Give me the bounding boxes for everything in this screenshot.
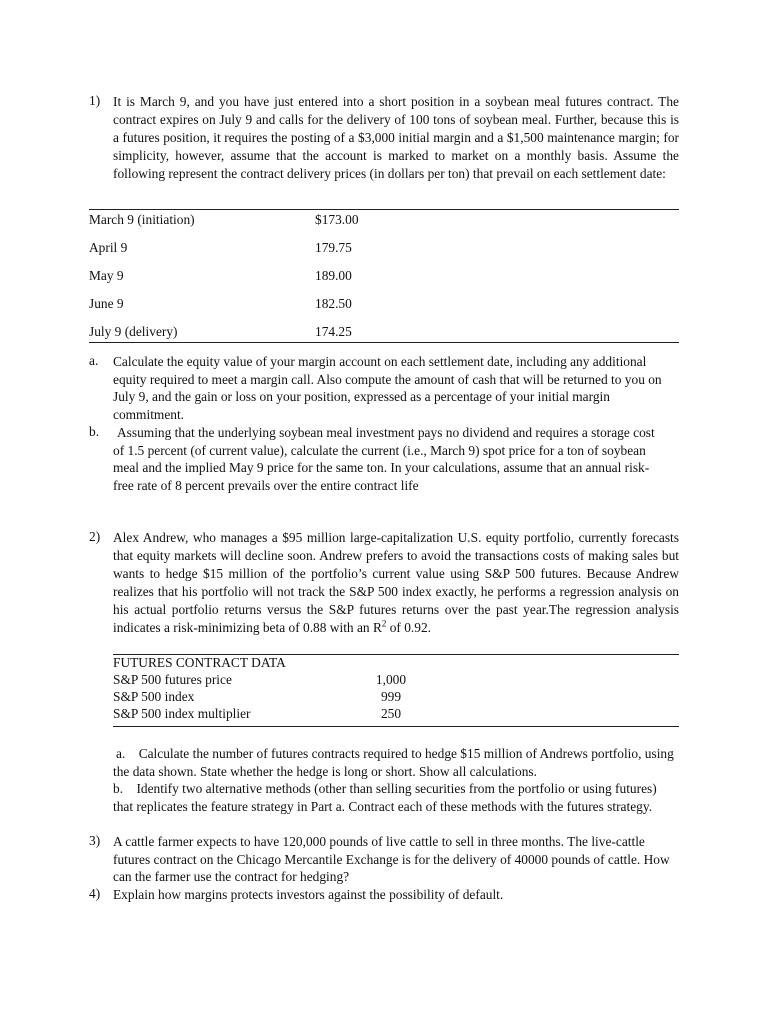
futures-table-bottom-rule xyxy=(113,726,679,727)
question-1b-label: b. xyxy=(89,424,100,439)
question-2-number: 2) xyxy=(89,529,101,544)
question-1-text: It is March 9, and you have just entered into a short position in a soybean meal futures contract. The contract expires on July 9 and calls for the delivery of 100 tons of soybean meal. Further, because this is a futures position, it requires the posting of a $3,000 initial margin and a $1,500 maintenance margin; for simplicity, however, assume that the account is marked to market on a monthly basis. Assume the following represent the contract delivery prices (in dollars per ton) that prevail on each settlement date: xyxy=(113,94,679,181)
delivery-price: $173.00 xyxy=(315,212,359,227)
question-2b-text: Identify two alternative methods (other than selling securities from the portfolio or using futures) that replicates the feature strategy in Part a. Contract each of these methods with the futures strategy. xyxy=(113,781,657,814)
question-1a-text: Calculate the equity value of your margin account on each settlement date, including any additional equity required to meet a margin call. Also compute the amount of cash that will be returned to you on July 9, and the gain or loss on your position, expressed as a percentage of your initial margin commitment. xyxy=(113,354,662,422)
question-3-number: 3) xyxy=(89,833,101,848)
question-2b xyxy=(113,780,679,815)
settlement-date: June 9 xyxy=(89,296,124,311)
table-row xyxy=(89,296,679,314)
question-2a-text: Calculate the number of futures contracts required to hedge $15 million of Andrews portfolio, using the data shown. State whether the hedge is long or short. Show all calculations. xyxy=(113,746,674,779)
r-squared-superscript: 2 xyxy=(381,618,387,629)
futures-label: S&P 500 futures price xyxy=(113,672,232,687)
question-2-text-main: Alex Andrew, who manages a $95 million large-capitalization U.S. equity portfolio, currently forecasts that equity markets will decline soon. Andrew prefers to avoid the transactions costs of making sales but wants to hedge $15 million of the portfolio’s current value using S&P 500 futures. Because Andrew realizes that his portfolio will not track the S&P 500 index exactly, he performs a regression analysis on his actual portfolio returns versus the S&P futures returns over the past year.The regression analysis indicates a risk-minimizing beta of 0.88 with an R xyxy=(113,530,679,635)
futures-contract-table xyxy=(113,655,679,725)
futures-value: 999 xyxy=(380,689,402,704)
settlement-date: May 9 xyxy=(89,268,124,283)
delivery-price: 182.50 xyxy=(315,296,352,311)
question-1b xyxy=(89,424,663,494)
table-row xyxy=(89,324,679,342)
question-2b-paragraph xyxy=(113,780,679,815)
futures-label: S&P 500 index multiplier xyxy=(113,706,251,721)
question-2b-label: b. xyxy=(113,781,124,796)
table-row xyxy=(89,268,679,286)
question-2a-paragraph xyxy=(113,745,679,780)
question-1a-label: a. xyxy=(89,353,99,368)
question-2a xyxy=(113,745,679,780)
futures-value: 250 xyxy=(380,706,402,721)
settlement-date: March 9 (initiation) xyxy=(89,212,195,227)
question-1b-text: Assuming that the underlying soybean meal investment pays no dividend and requires a storage cost of 1.5 percent (of current value), calculate the current (i.e., March 9) spot price for a ton of soybean meal and the implied May 9 price for the same ton. In your calculations, assume that an annual risk-free rate of 8 percent prevails over the entire contract life xyxy=(113,425,655,493)
question-3-text: A cattle farmer expects to have 120,000 pounds of live cattle to sell in three months. The live-cattle futures contract on the Chicago Mercantile Exchange is for the delivery of 40000 pounds of cattle. How can the farmer use the contract for hedging? xyxy=(113,834,670,884)
table-row xyxy=(89,212,679,230)
table-bottom-rule xyxy=(89,342,679,343)
question-1a xyxy=(89,353,663,423)
delivery-price: 174.25 xyxy=(315,324,352,339)
question-1-number: 1) xyxy=(89,93,101,108)
table-row xyxy=(113,672,679,689)
settlement-date: April 9 xyxy=(89,240,128,255)
delivery-price: 189.00 xyxy=(315,268,352,283)
question-4-text: Explain how margins protects investors against the possibility of default. xyxy=(113,887,504,902)
futures-table-title: FUTURES CONTRACT DATA xyxy=(113,655,286,670)
question-4-number: 4) xyxy=(89,886,101,901)
table-row xyxy=(113,706,679,723)
settlement-date: July 9 (delivery) xyxy=(89,324,178,339)
delivery-price: 179.75 xyxy=(315,240,352,255)
question-2a-label: a. xyxy=(116,746,126,761)
table-title xyxy=(113,655,679,672)
table-row xyxy=(89,240,679,258)
table-top-rule xyxy=(89,209,679,210)
question-2-text xyxy=(113,529,679,637)
table-row xyxy=(113,689,679,706)
futures-value: 1,000 xyxy=(375,672,407,687)
futures-label: S&P 500 index xyxy=(113,689,195,704)
question-2-text-end: of 0.92. xyxy=(386,620,432,635)
